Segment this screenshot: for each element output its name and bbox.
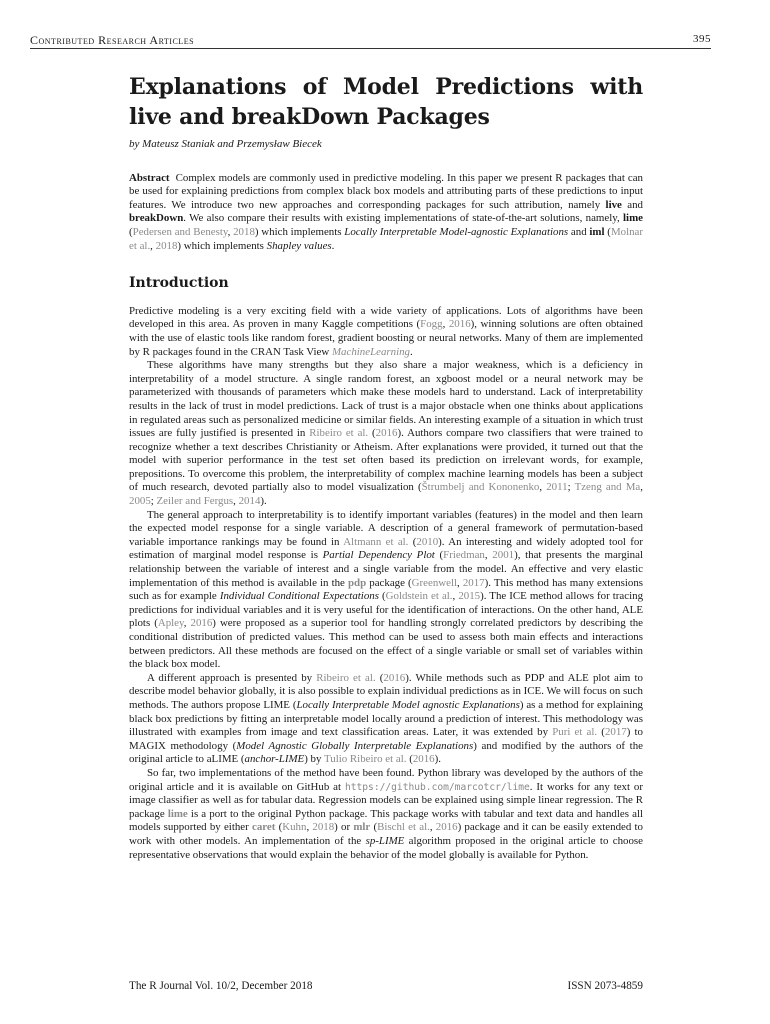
running-footer [129,980,643,992]
body-text: , [452,590,459,603]
body-text: ( [406,753,413,766]
body-text: ) and modified by the authors of the original article to aLIME ( [129,739,643,766]
body-text: is a port to the original Python package. This package works with tabular and text data and handles all models supported by either [129,807,643,834]
body-text: , [457,576,463,589]
package-pdp-link[interactable]: pdp [347,576,367,589]
citation-year-link[interactable]: 2016 [448,318,471,331]
body-text: , [233,495,239,508]
issn: ISSN 2073-4859 [567,980,643,992]
body-text: ) by [304,753,324,766]
body-text: ). Authors compare two classifiers that were trained to recognize whether a text describes Christianity or Atheism. After explanations were provided, it turned out that the model with superior performance in the test set often based its prediction on irrelevant words, for example, prepositions. To overcome this problem, the interpretability of complex machine learning models has been a subject of much research, devoted partially also to model visualization ( [129,427,643,494]
emphasis: Individual Conditional Expectations [219,590,379,603]
body-text: ) as a method for explaining black box predictions by fitting an interpretable model locally around a prediction of interest. This methodology was illustrated with examples from image and text classification areas. Later, it was extended by [129,698,643,739]
citation-year-link[interactable]: 2018 [155,239,178,252]
body-text: ( [368,427,376,440]
emphasis: Partial Dependency Plot [322,549,435,562]
body-text: ( [597,726,605,739]
body-text: The general approach to interpretability is to identify important variables (features) in the model and then learn the expected model response for a single variable. A description of a general framework of permutation-based variable importance rankings may be found in [129,508,643,548]
citation-year-link[interactable]: 2016 [190,617,213,630]
citation-link[interactable]: Altmann et al. [343,535,409,548]
body-text: , [640,481,643,494]
citation-year-link[interactable]: 2016 [383,671,406,684]
abstract-text: and [621,198,643,211]
citation-link[interactable]: Ribeiro et al. [316,671,376,684]
citation-year-link[interactable]: 2017 [462,576,485,589]
package-lime: lime [623,212,643,225]
body-text: ). The ICE method allows for tracing predictions for individual variables and it is very useful for the identification of interactions. On the other hand, ALE plots ( [129,590,644,630]
emphasis: sp-LIME [365,834,405,847]
task-view-link[interactable]: MachineLearning [331,345,411,358]
citation-link[interactable]: Ribeiro et al. [309,427,369,440]
paragraph-3 [129,509,643,672]
citation-link[interactable]: Bischl et al. [377,821,430,834]
running-header [30,33,711,47]
citation-link[interactable]: Fogg [420,318,443,331]
body-text: algorithm proposed in the original article to choose representative observations that would explain the behavior of the model globally is available for Python. [129,834,643,861]
author-line: by Mateusz Staniak and Przemysław Biecek [129,138,322,150]
citation-link[interactable]: Apley [157,617,184,630]
page-number: 395 [693,33,711,45]
body-text: These algorithms have many strengths but they also share a major weakness, which is a deficiency in interpretability of a model structure. A single random forest, an xgboost model or a neural network may be parameterized with thousands of parameters which make these models hard to understand. Lack of interpretability results in the lack of trust in model predictions. Lack of trust is a major obstacle when one thinks about applications in regulated areas such as personalized medicine or similar fields. An interesting example of a situation in which trust issues are fully justified is presented in [129,359,643,440]
abstract [129,172,643,254]
emphasis: Model Agnostic Globally Interpretable Explanations [236,739,474,752]
citation-year-link[interactable]: 2017 [604,726,627,739]
emphasis: Shapley values [266,239,332,252]
github-url-link[interactable]: https://github.com/marcotcr/lime [344,781,530,793]
citation-link[interactable]: Friedman [443,549,485,562]
abstract-text: ) which implements [177,239,267,252]
body-text: , [183,617,191,630]
body-text: ). This method has many extensions such as for example [129,576,643,603]
package-live: live [605,198,622,211]
citation-year-link[interactable]: 2015 [458,590,481,603]
citation-link[interactable]: Štrumbelj and Kononenko [421,481,540,494]
citation-link[interactable]: Tulio Ribeiro et al. [323,753,407,766]
body-text: ), that presents the marginal relationship between the variable of interest and a single variable from the model. An effective and very elastic implementation of this method is available in the [129,549,643,589]
body-text: So far, two implementations of the method have been found. Python library was developed by the authors of the original article and it is available on GitHub at [129,766,643,793]
body-text: ), winning solutions are often obtained with the use of elastic tools like random forest, gradient boosting or neural networks. Many of them are implemented by R packages found in the CRAN Task View [129,318,643,358]
body-text: ) to MAGIX methodology ( [129,726,643,752]
body-text: ( [408,535,417,548]
citation-year-link[interactable]: 2005 [129,495,151,508]
package-caret-link[interactable]: caret [251,821,276,834]
citation-year-link[interactable]: 2014 [238,495,261,508]
abstract-text: ) which implements [254,225,345,238]
body-text: ). [434,753,441,766]
header-rule [30,48,711,49]
body-text: . It works for any text or image classifier as well as for tabular data. Regression models can be explained using simple linear regression. The R package [129,780,643,820]
body-text: ). An interesting and widely adopted tool for estimation of marginal model response is [129,535,643,562]
paragraph-5 [129,767,643,862]
citation-link[interactable]: Pedersen and Benesty [132,225,228,238]
citation-year-link[interactable]: 2016 [375,427,398,440]
paragraph-2 [129,359,643,509]
citation-year-link[interactable]: 2018 [233,225,255,238]
abstract-text: . We also compare their results with existing implementations of state-of-the-art solutions, namely, [183,212,624,225]
emphasis: anchor-LIME [244,753,305,766]
body-text: ( [375,671,384,684]
body-text: ) were proposed as a superior tool for handling strongly correlated predictors by describing the conditional distribution of predicted values. This method can be used to assess both main effects and interactions between predictors. All these methods are focused on the effect of a single variable or small set of variables within the black box model. [129,617,644,671]
journal-issue: The R Journal Vol. 10/2, December 2018 [129,980,313,992]
citation-year-link[interactable]: 2010 [416,535,439,548]
body-text: , [429,821,436,834]
body-text: ( [378,590,386,603]
citation-link[interactable]: Greenwell [411,576,458,589]
body-text: package ( [366,576,412,589]
body-text: ; [567,481,575,494]
abstract-label: Abstract [129,171,170,184]
body-text: ) or [334,821,354,834]
citation-link[interactable]: Puri et al. [552,726,598,739]
body-text: ). While methods such as PDP and ALE plot aim to describe model behavior globally, it is also possible to explain individual predictions as in ICE. We will focus on such methods. The authors propose LIME ( [129,671,643,711]
package-breakdown: breakDown [129,212,184,225]
abstract-text: ( [129,225,133,238]
citation-link[interactable]: Goldstein et al. [385,590,453,603]
abstract-text: Complex models are commonly used in predictive modeling. In this paper we present R packages that can be used for explaining predictions from complex black box models and attributing parts of these predictions to input features. We introduce two new approaches and corresponding packages for such attribution, namely [129,171,644,211]
abstract-text: ( [604,225,611,238]
emphasis: Locally Interpretable Model agnostic Explanations [296,698,520,711]
article-title: Explanations of Model Predictions with live and breakDown Packages [129,74,643,130]
abstract-text: , [150,239,156,252]
citation-link[interactable]: Kuhn [282,821,307,834]
section-title: Contributed Research Articles [30,33,195,47]
package-iml: iml [589,225,605,238]
citation-year-link[interactable]: 2016 [412,753,435,766]
abstract-text: . [331,239,335,252]
body-text: ( [370,821,378,834]
body-text: . [410,345,413,358]
citation-year-link[interactable]: 2001 [492,549,515,562]
section-heading-introduction: Introduction [129,275,229,292]
body-text: , [484,549,493,562]
article-body [129,72,643,862]
citation-year-link[interactable]: 2016 [435,821,458,834]
body-text: A different approach is presented by [147,671,317,684]
paragraph-4 [129,672,643,767]
package-mlr-link[interactable]: mlr [353,821,371,834]
abstract-text: and [568,225,590,238]
body-text: , [442,318,449,331]
citation-link[interactable]: Zeiler and Fergus [156,495,234,508]
body-text: ) package and it can be easily extended to work with other models. An implementation of the [129,821,643,847]
citation-year-link[interactable]: 2018 [312,821,335,834]
body-text: , [306,821,313,834]
citation-year-link[interactable]: 2011 [546,481,568,494]
body-text: , [539,481,547,494]
paragraph-1 [129,305,643,359]
body-text: ( [434,549,444,562]
package-lime-link[interactable]: lime [167,807,188,820]
body-text: Predictive modeling is a very exciting field with a wide variety of applications. Lots of algorithms have been developed in this area. As proven in many Kaggle competitions ( [129,304,643,331]
abstract-text: , [227,225,234,238]
body-text: ). [260,495,267,508]
citation-link[interactable]: Tzeng and Ma [574,481,641,494]
citation-link[interactable]: Molnar et al. [129,225,643,252]
body-text: ; [150,495,157,508]
body-text: ( [275,821,283,834]
emphasis: Locally Interpretable Model-agnostic Explanations [344,225,569,238]
